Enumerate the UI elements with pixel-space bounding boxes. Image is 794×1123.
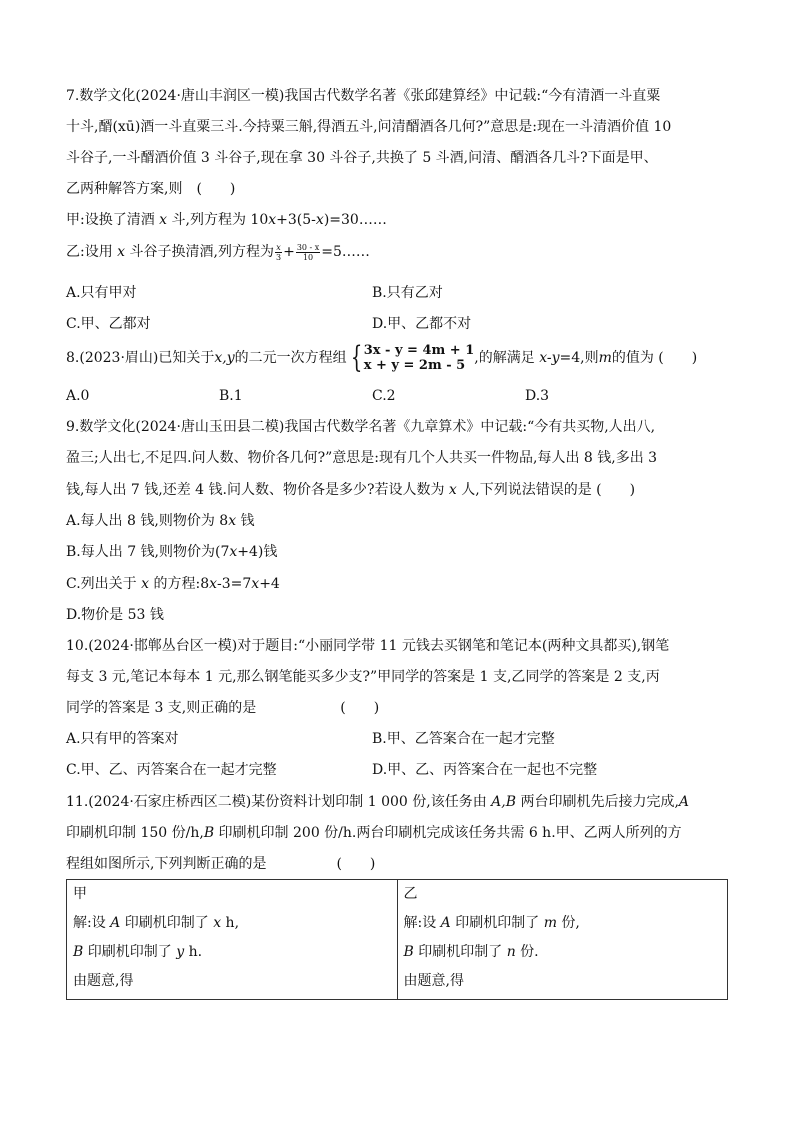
q9-line-2: 盈三;人出七,不足四.问人数、物价各几何?”意思是:现有几个人共买一件物品,每人出 8 钱,多出 3 (66, 450, 658, 466)
q10-option-a[interactable]: A.只有甲的答案对 (66, 731, 179, 747)
q9-option-b[interactable]: B.每人出 7 钱,则物价为(7x+4)钱 (66, 544, 278, 560)
q8-option-d[interactable]: D.3 (525, 388, 550, 404)
q11-line-3: 程组如图所示,下列判断正确的是 ( ) (66, 856, 376, 872)
q11-line-2: 印刷机印制 150 份/h,B 印刷机印制 200 份/h.两台印刷机完成该任务共需 6 h.甲、乙两人所列的方 (66, 825, 682, 841)
fraction-30-minus-x-over-10: $\frac{30 - x}{10}$ (296, 242, 320, 262)
q11-jia-cell (67, 880, 398, 1000)
q7-line-2: 十斗,醑(xū)酒一斗直粟三斗.今持粟三斛,得酒五斗,问清醑酒各几何?”意思是:现在一斗清酒价值 10 (66, 119, 672, 135)
q10-option-c[interactable]: C.甲、乙、丙答案合在一起才完整 (66, 762, 277, 778)
q10-line-1: 10.(2024·邯郸丛台区一模)对于题目:“小丽同学带 11 元钱去买钢笔和笔记本(两种文具都买),钢笔 (66, 638, 670, 654)
q11-yi-row-1: 解:设 A 印刷机印制了 m 份, (403, 915, 580, 931)
q7-line-3: 斗谷子,一斗醑酒价值 3 斗谷子,现在拿 30 斗谷子,共换了 5 斗酒,问清、醑酒各几斗?下面是甲、 (66, 150, 658, 166)
q7-line-1: 7.数学文化(2024·唐山丰润区一模)我国古代数学名著《张邱建算经》中记载:“今有清酒一斗直粟 (66, 88, 661, 104)
fraction-x-over-3: $\frac{x}{3}$ (275, 242, 282, 262)
q9-option-d[interactable]: D.物价是 53 钱 (66, 607, 164, 623)
q7-jia-solution: 甲:设换了清酒 x 斗,列方程为 10x+3(5-x)=30…… (66, 212, 387, 228)
equation-system-brace: { (350, 340, 362, 375)
q8-option-c[interactable]: C.2 (372, 388, 396, 404)
q8-option-b[interactable]: B.1 (219, 388, 243, 404)
q11-yi-title: 乙 (403, 886, 418, 902)
q11-jia-row-1: 解:设 A 印刷机印制了 x h, (73, 915, 240, 931)
q7-yi-solution: 乙:设用 x 斗谷子换清酒,列方程为 $\frac{x}{3}$ + $\frac{30 - x}{10}$ =5…… (66, 242, 370, 262)
q10-option-b[interactable]: B.甲、乙答案合在一起才完整 (372, 731, 555, 747)
q7-line-4: 乙两种解答方案,则 ( ) (66, 181, 236, 197)
q11-jia-title: 甲 (73, 886, 87, 902)
q9-option-a[interactable]: A.每人出 8 钱,则物价为 8x 钱 (66, 513, 255, 529)
q11-jia-row-2: B 印刷机印制了 y h. (73, 944, 203, 960)
q7-option-d[interactable]: D.甲、乙都不对 (372, 316, 472, 332)
q7-option-b[interactable]: B.只有乙对 (372, 285, 443, 301)
q10-line-2: 每支 3 元,笔记本每本 1 元,那么钢笔能买多少支?”甲同学的答案是 1 支,乙同学的答案是 2 支,丙 (66, 669, 660, 685)
q9-option-c[interactable]: C.列出关于 x 的方程:8x-3=7x+4 (66, 576, 280, 592)
q11-yi-row-2: B 印刷机印制了 n 份. (403, 944, 539, 960)
q11-jia-row-3: 由题意,得 (73, 973, 134, 989)
q8-stem: 8.(2023·眉山)已知关于x,y的二元一次方程组 { 3x - y = 4m + 1 x + y = 2m - 5 ,的解满足 x-y=4,则m的值为 ( ) (66, 340, 698, 375)
q11-solution-table (66, 879, 728, 1000)
q11-line-1: 11.(2024·石家庄桥西区二模)某份资料计划印制 1 000 份,该任务由 A,B 两台印刷机先后接力完成,A (66, 794, 690, 810)
q8-option-a[interactable]: A.0 (66, 388, 90, 404)
q11-yi-cell (397, 880, 728, 1000)
q9-line-1: 9.数学文化(2024·唐山玉田县二模)我国古代数学名著《九章算术》中记载:“今有共买物,人出八, (66, 419, 656, 435)
q9-line-3: 钱,每人出 7 钱,还差 4 钱.问人数、物价各是多少?若设人数为 x 人,下列说法错误的是 ( ) (66, 482, 636, 498)
q7-option-c[interactable]: C.甲、乙都对 (66, 316, 151, 332)
equation-system: 3x - y = 4m + 1 x + y = 2m - 5 (363, 343, 475, 373)
q10-option-d[interactable]: D.甲、乙、丙答案合在一起也不完整 (372, 762, 598, 778)
q10-line-3: 同学的答案是 3 支,则正确的是 ( ) (66, 700, 380, 716)
q7-option-a[interactable]: A.只有甲对 (66, 285, 137, 301)
q11-yi-row-3: 由题意,得 (403, 973, 464, 989)
